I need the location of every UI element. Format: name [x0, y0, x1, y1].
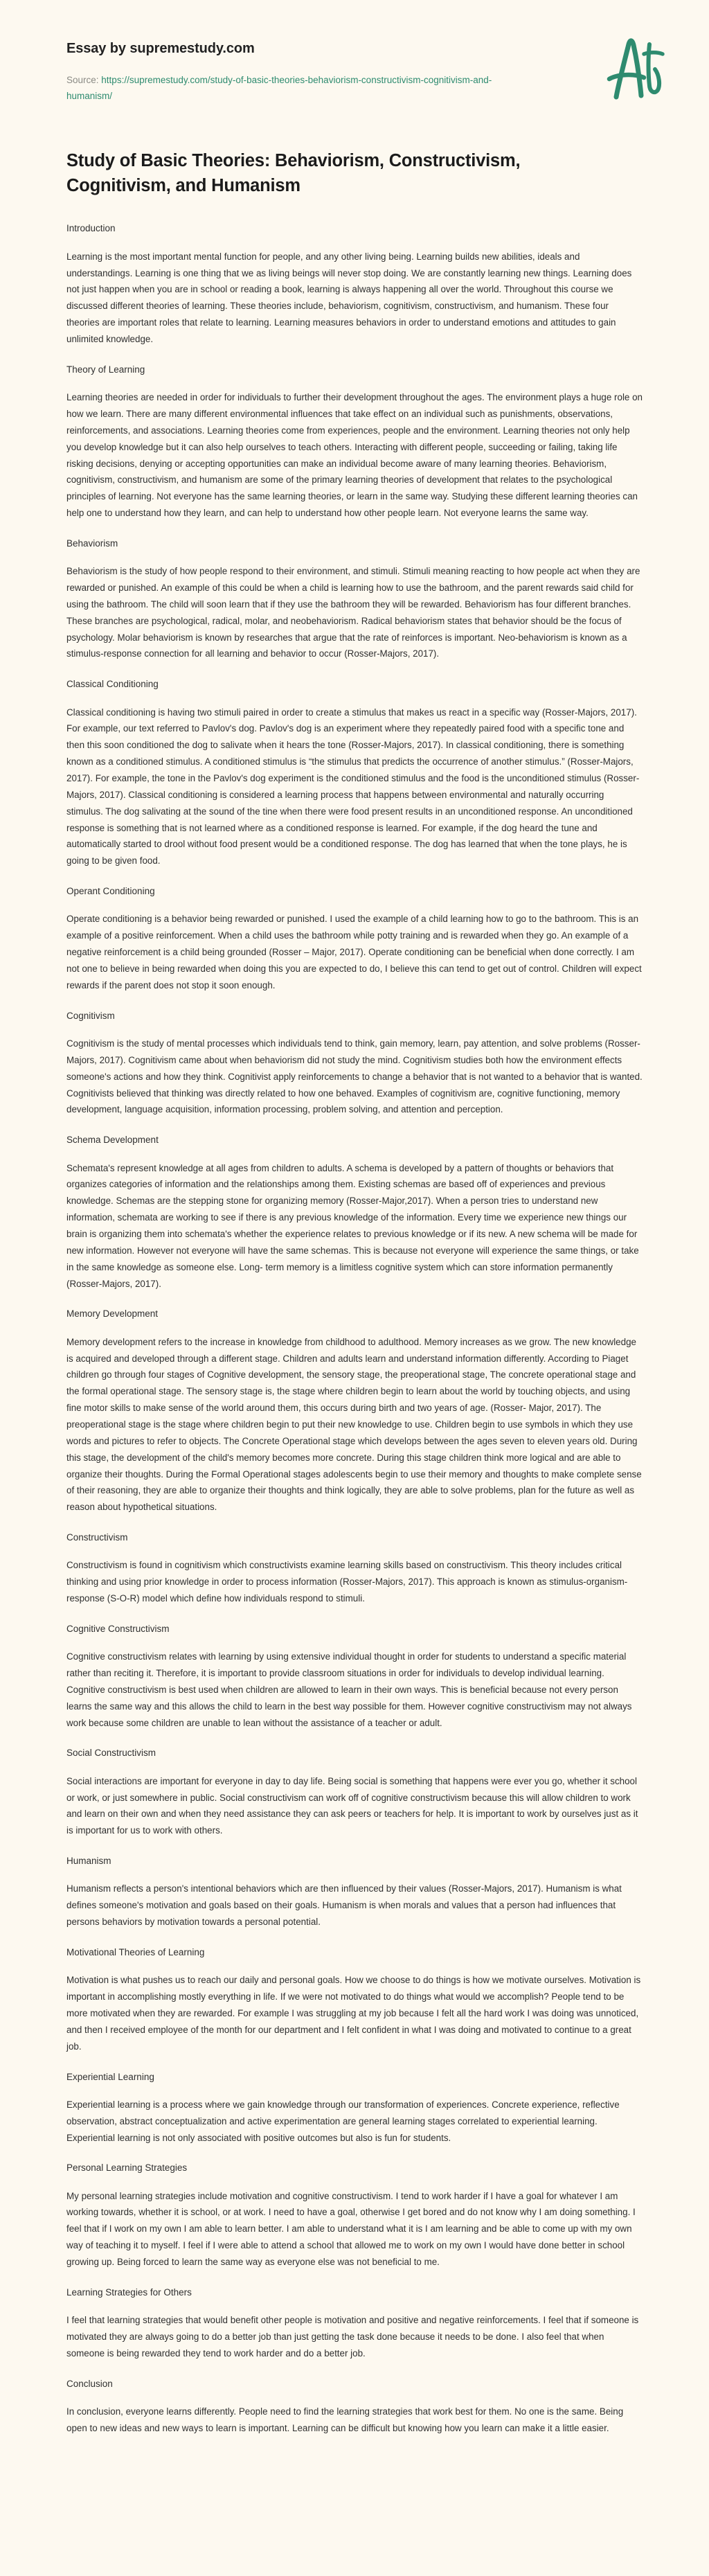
section-heading: Learning Strategies for Others	[66, 2286, 192, 2298]
document-section	[66, 363, 643, 522]
document-section	[66, 677, 643, 869]
document-section	[66, 537, 643, 662]
section-heading: Constructivism	[66, 1532, 128, 1543]
document-section	[66, 2161, 643, 2271]
document-section	[66, 1854, 643, 1930]
section-paragraph: Cognitivism is the study of mental processes which individuals tend to think, gain memory, learn, pay attention, and solve problems (Rosser-Majors, 2017). Cognitivism came about when behaviorism did not study the mind. Cognitivism studies both how the environment effects someone's actions and how they think. Cognitivist apply reinforcements to change a behavior that is not wanted to a behavior that is wanted. Cognitivists believed that thinking was directly related to how one behaved. Examples of cognitivism are, cognitive functioning, memory development, language acquisition, information processing, problem solving, and attention and perception.	[66, 1038, 643, 1115]
section-paragraph: Memory development refers to the increase in knowledge from childhood to adulthood. Memory increases as we grow. The new knowledge is acquired and developed through a different stage. Children and adults learn and understand information differently. According to Piaget children go through four stages of Cognitive development, the sensory stage, the preoperational stage, The concrete operational stage and the formal operational stage. The sensory stage is, the stage where children begin to learn about the world by touching objects, and using fine motor skills to make sense of the world around them, this occurs during birth and two years of age. (Rosser- Major, 2017). The preoperational stage is the stage where children begin to put their new knowledge to use. Children begin to use symbols in which they use words and pictures to refer to objects. The Concrete Operational stage which develops between the ages seven to eleven years old. During this stage, the development of the child's memory becomes more concrete. During this stage children think more logical and are able to organize their thoughts. During the Formal Operational stages adolescents begin to use their memory and thoughts to make complete sense of their reasoning, they are able to organize their thoughts and think logically, they are able to solve problems, plan for the future as well as reason about hypothetical situations.	[66, 1336, 642, 1513]
section-heading: Personal Learning Strategies	[66, 2162, 188, 2174]
section-paragraph: Humanism reflects a person's intentional behaviors which are then influenced by their values (Rosser-Majors, 2017). Humanism is what defines someone's motivation and goals based on their goals. Humanism is when morals and values that a person had influences that persons behaviors by motivation towards a personal potential.	[66, 1883, 622, 1928]
section-heading: Cognitive Constructivism	[66, 1623, 170, 1634]
document-section	[66, 2070, 643, 2147]
section-heading: Experiential Learning	[66, 2071, 154, 2082]
section-heading: Conclusion	[66, 2378, 113, 2389]
source-line	[66, 72, 510, 104]
sections-container	[66, 222, 643, 2436]
section-paragraph: Learning theories are needed in order for individuals to further their development throughout the ages. The environment plays a huge role on how we learn. There are many different environmental influences that take effect on an individual such as punishments, observations, reinforcements, and associations. Learning theories come from experiences, people and the environment. Learning theories not only help you develop knowledge but it can also help ourselves to teach others. Interacting with different people, succeeding or failing, taking life risking decisions, denying or accepting opportunities can make an individual become aware of many learning theories. Behaviorism, cognitivism, constructivism, and humanism are some of the primary learning theories of development that relates to the psychological principles of learning. Not everyone has the same learning theories, or learn in the same way. Studying these different learning theories can help one to understand how they learn, and can help to understand how other people learn. Not everyone learns the same way.	[66, 392, 643, 519]
page-title: Study of Basic Theories: Behaviorism, Constructivism, Cognitivism, and Humanism	[66, 151, 521, 196]
section-paragraph: I feel that learning strategies that would benefit other people is motivation and positive and negative reinforcements. I feel that if someone is motivated they are always going to do a better job than just getting the task done because it needs to be done. I also feel that when someone is being rewarded they tend to work harder and do a better job.	[66, 2315, 639, 2359]
section-heading: Classical Conditioning	[66, 679, 159, 690]
document-section	[66, 2286, 643, 2362]
source-label: Source:	[66, 75, 99, 85]
section-heading: Schema Development	[66, 1135, 159, 1146]
document-section	[66, 1307, 643, 1516]
section-paragraph: Classical conditioning is having two stimuli paired in order to create a stimulus that makes us react in a specific way (Rosser-Majors, 2017). For example, our text referred to Pavlov's dog. Pavlov's dog is an experiment where they repeatedly paired food with a specific tone and then this soon conditioned the dog to salivate when it hears the tone (Rosser-Majors, 2017). In classical conditioning, there is something known as a conditioned stimulus. A conditioned stimulus is “the stimulus that predicts the occurrence of another stimulus.” (Rosser-Majors, 2017). For example, the tone in the Pavlov's dog experiment is the conditioned stimulus and the food is the unconditioned stimulus (Rosser-Majors, 2017). Classical conditioning is considered a learning process that happens between environmental and naturally occurring stimulus. The dog salivating at the sound of the tine when there were food present results in an unconditioned response. An unconditioned response is something that is not learned where as a conditioned response is learned. For example, if the dog heard the tune and automatically started to drool without food present would be a conditioned response. The dog has learned that when the tone plays, he is going to be given food.	[66, 707, 640, 867]
section-heading: Motivational Theories of Learning	[66, 1947, 205, 1957]
header-left	[66, 28, 510, 104]
section-paragraph: Social interactions are important for everyone in day to day life. Being social is something that happens were ever you go, whether it school or work, or just somewhere in public. Social constructivism can work off of cognitive constructivism because this will allow children to work and learn on their own and when they need assistance they can ask peers or teachers for help. It is important to work by ourselves just as it is important for us to work with others.	[66, 1775, 638, 1836]
site-header	[0, 0, 709, 111]
document-section	[66, 1746, 643, 1839]
section-heading: Memory Development	[66, 1308, 159, 1320]
document-section	[66, 1133, 643, 1292]
section-paragraph: Operate conditioning is a behavior being rewarded or punished. I used the example of a child learning how to go to the bathroom. This is an example of a positive reinforcement. When a child uses the bathroom while potty training and is rewarded when they go. An example of a negative reinforcement is a child being grounded (Rosser – Major, 2017). Operate conditioning can be beneficial when done correctly. I am not one to believe in being rewarded when doing this you are expected to do, I believe this can tend to get out of control. Children will expect rewards if the parent does not stop it soon enough.	[66, 914, 642, 991]
section-paragraph: Learning is the most important mental function for people, and any other living being. Learning builds new abilities, ideals and understandings. Learning is one thing that we as living beings will never stop doing. We are constantly learning new things. Learning does not just happen when you are in school or reading a book, learning is always happening all over the world. Throughout this course we discussed different theories of learning. These theories include, behaviorism, cognitivism, constructivism, and humanism. These four theories are important roles that relate to learning. Learning measures behaviors in order to understand emotions and attitudes to gain unlimited knowledge.	[66, 251, 632, 344]
section-paragraph: Behaviorism is the study of how people respond to their environment, and stimuli. Stimuli meaning reacting to how people act when they are rewarded or punished. An example of this could be when a child is learning how to use the bathroom, and the parent rewards said child for using the bathroom. The child will soon learn that if they use the bathroom they will be rewarded. Behaviorism has four different branches. These branches are psychological, radical, molar, and neobehaviorism. Radical behaviorism states that behavior should be the focus of psychology. Molar behaviorism is known by researches that argue that the rate of reinforces is important. Neo-behaviorism is known as a stimulus-response connection for all learning and behavior to occur (Rosser-Majors, 2017).	[66, 566, 640, 659]
document-section	[66, 1622, 643, 1732]
section-paragraph: Motivation is what pushes us to reach our daily and personal goals. How we choose to do things is how we motivate ourselves. Motivation is important in accomplishing mostly everything in life. If we were not motivated to do things what would we accomplish? People tend to be more motivated when they are rewarded. For example I was struggling at my job because I felt all the hard work I was doing was unnoticed, and then I received employee of the month for our department and I felt confident in what I was doing and motivated to continue to a great job.	[66, 1975, 641, 2052]
section-paragraph: Schemata's represent knowledge at all ages from children to adults. A schema is developed by a pattern of thoughts or behaviors that organizes categories of information and the relationships among them. Existing schemas are based off of experiences and previous knowledge. Schemas are the stepping stone for organizing memory (Rosser-Major,2017). When a person tries to understand new information, schemata are working to see if there is any previous knowledge of the information. Every time we experience new things our brain is organizing them into schemata's whether the experience relates to previous knowledge or if its new. A new schema will be made for new information. However not everyone will have the same schemas. This is because not everyone will experience the same things, or take in the same knowledge as someone else. Long- term memory is a limitless cognitive system which can store information permanently (Rosser-Majors, 2017).	[66, 1162, 639, 1289]
article-body	[0, 148, 709, 2494]
a-plus-logo-icon	[587, 28, 670, 111]
section-heading: Introduction	[66, 223, 116, 234]
document-section	[66, 222, 643, 347]
brand-title: Essay by supremestudy.com	[66, 41, 255, 56]
section-paragraph: Experiential learning is a process where we gain knowledge through our transformation of experiences. Concrete experience, reflective observation, abstract conceptualization and active experimentation are general learning stages correlated to experiential learning. Experiential learning is not only associated with positive outcomes but also is fun for students.	[66, 2099, 620, 2143]
section-paragraph: Constructivism is found in cognitivism which constructivists examine learning skills based on constructivism. This theory includes critical thinking and using prior knowledge in order to process information (Rosser-Majors, 2017). This approach is known as stimulus-organism-response (S-O-R) model which define how individuals respond to stimuli.	[66, 1560, 628, 1604]
document-section	[66, 885, 643, 994]
document-section	[66, 1946, 643, 2055]
document-section	[66, 2377, 643, 2437]
document-section	[66, 1009, 643, 1119]
section-paragraph: My personal learning strategies include motivation and cognitive constructivism. I tend to work harder if I have a goal for whatever I am working towards, whether it is school, or at work. I need to have a goal, otherwise I get bored and do not know why I am doing something. I feel that if I work on my own I am able to learn better. I am able to understand what it is I am learning and be able to come up with my own way of teaching it to myself. I feel if I were able to attend a school that allowed me to work on my own I would have done better in school growing up. Being forced to learn the same way as everyone else was not beneficial to me.	[66, 2190, 636, 2268]
section-heading: Operant Conditioning	[66, 886, 155, 897]
section-heading: Social Constructivism	[66, 1748, 156, 1759]
document-section	[66, 1531, 643, 1607]
section-heading: Theory of Learning	[66, 364, 145, 375]
section-paragraph: In conclusion, everyone learns differently. People need to find the learning strategies that work best for them. No one is the same. Being open to new ideas and new ways to learn is important. Learning can be difficult but knowing how you learn can make it a little easier.	[66, 2406, 624, 2433]
source-url-link[interactable]: https://supremestudy.com/study-of-basic-theories-behaviorism-constructivism-cognitivism-and-humanism/	[66, 75, 492, 102]
section-heading: Humanism	[66, 1856, 111, 1867]
section-heading: Behaviorism	[66, 538, 118, 549]
section-heading: Cognitivism	[66, 1010, 115, 1021]
section-paragraph: Cognitive constructivism relates with learning by using extensive individual thought in order for students to understand a specific material rather than reciting it. Therefore, it is important to provide classroom situations in order for individuals to develop individual learning. Cognitive constructivism is best used when children are allowed to learn in their own ways. This is beneficial because not every person learns the same way and this allows the child to learn in the best way possible for them. However cognitive constructivism may not always work because some children are unable to lean without the assistance of a teacher or adult.	[66, 1651, 632, 1728]
